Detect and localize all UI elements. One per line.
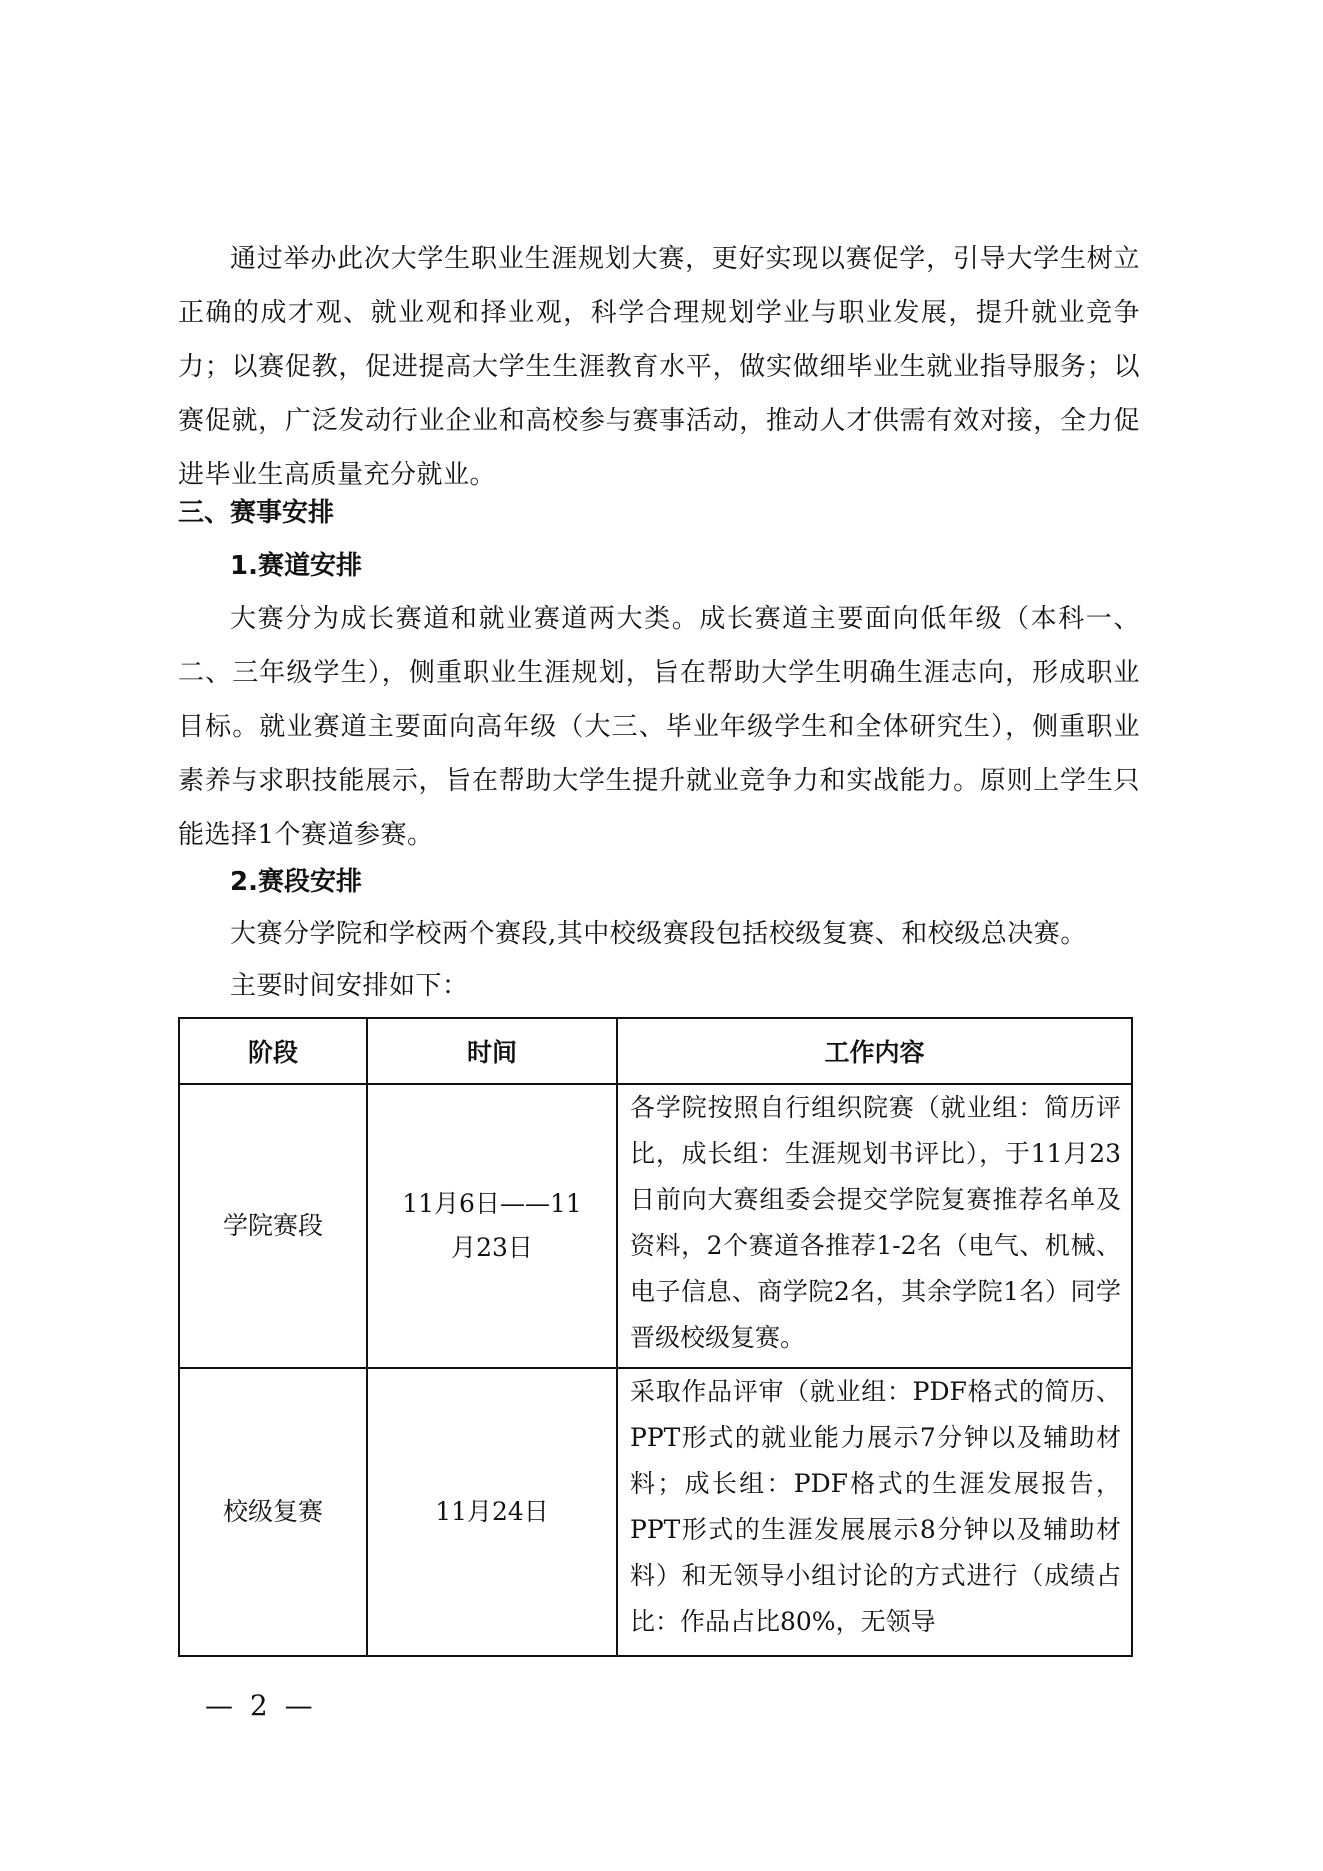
row-time-line1: 11月6日——11 xyxy=(402,1189,582,1218)
page-number: — 2 — xyxy=(205,1689,317,1722)
row-time-line2: 月23日 xyxy=(451,1233,533,1262)
header-time: 时间 xyxy=(367,1018,617,1084)
header-stage: 阶段 xyxy=(179,1018,367,1084)
table-header-row xyxy=(179,1018,1132,1084)
stage-paragraph: 大赛分学院和学校两个赛段,其中校级赛段包括校级复赛、和校级总决赛。 xyxy=(230,919,1087,949)
intro-paragraph: 通过举办此次大学生职业生涯规划大赛，更好实现以赛促学，引导大学生树立正确的成才观、就业观和择业观，科学合理规划学业与职业发展，提升就业竞争力；以赛促教，促进提高大学生生涯教育水平，做实做细毕业生就业指导服务；以赛促就，广泛发动行业企业和高校参与赛事活动，推动人才供需有效对接，全力促进毕业生高质量充分就业。 xyxy=(178,244,1140,490)
row-stage-cell: 校级复赛 xyxy=(179,1368,367,1656)
subheading-stage: 2.赛段安排 xyxy=(230,867,362,897)
row-stage-cell: 学院赛段 xyxy=(179,1084,367,1368)
header-content: 工作内容 xyxy=(617,1018,1132,1084)
section-heading-schedule: 三、赛事安排 xyxy=(178,498,335,528)
row-time-cell xyxy=(367,1084,617,1368)
row-time-line1: 11月24日 xyxy=(435,1497,549,1526)
table-row xyxy=(179,1368,1132,1656)
subheading-track: 1.赛道安排 xyxy=(230,551,362,581)
table-row xyxy=(179,1084,1132,1368)
row-time-cell xyxy=(367,1368,617,1656)
row-content-cell: 采取作品评审（就业组：PDF格式的简历、PPT形式的就业能力展示7分钟以及辅助材料；成长组：PDF格式的生涯发展报告， PPT形式的生涯发展展示8分钟以及辅助材料）和无领导小组讨论的方式进行（成绩占比：作品占比80%，无领导 xyxy=(617,1368,1132,1656)
row-content-cell: 各学院按照自行组织院赛（就业组：简历评比，成长组：生涯规划书评比），于11月23日前向大赛组委会提交学院复赛推荐名单及资料，2个赛道各推荐1-2名（电气、机械、电子信息、商学院2名，其余学院1名）同学晋级校级复赛。 xyxy=(617,1084,1132,1368)
schedule-table xyxy=(178,1017,1133,1657)
track-paragraph: 大赛分为成长赛道和就业赛道两大类。成长赛道主要面向低年级（本科一、二、三年级学生），侧重职业生涯规划，旨在帮助大学生明确生涯志向，形成职业目标。就业赛道主要面向高年级（大三、毕业年级学生和全体研究生），侧重职业素养与求职技能展示，旨在帮助大学生提升就业竞争力和实战能力。原则上学生只能选择1个赛道参赛。 xyxy=(178,604,1140,850)
schedule-intro-line: 主要时间安排如下： xyxy=(230,971,469,1001)
